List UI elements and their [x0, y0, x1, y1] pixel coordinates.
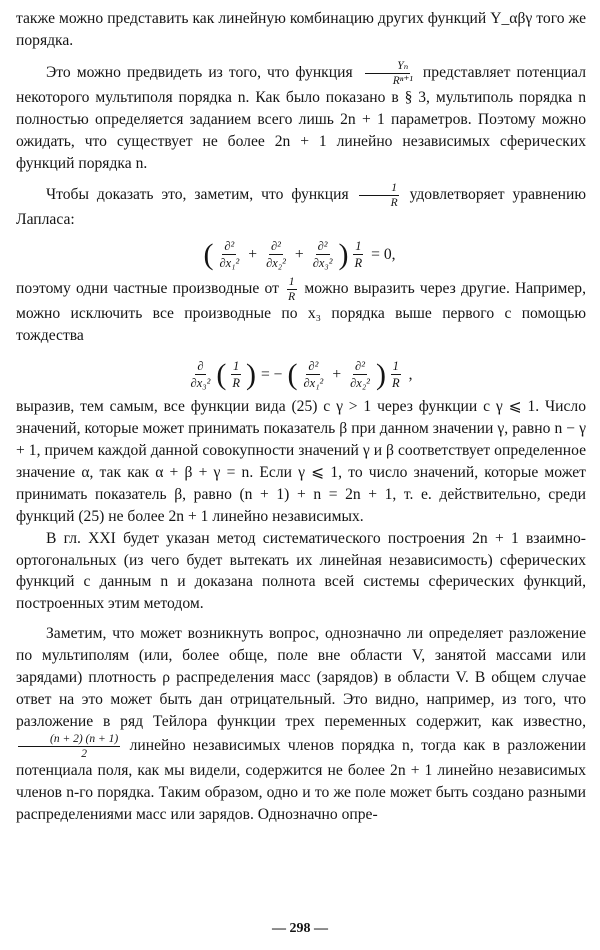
- fraction-denominator: ∂x₂²: [266, 256, 286, 271]
- fraction-one-over-r: [359, 182, 400, 209]
- d2-dx2-fraction: [348, 359, 372, 390]
- paragraph-7-start: Заметим, что может возникнуть вопрос, однозначно ли определяет разложение по мультиполям (или, более обще, поле вне области V, занятой массами или зарядами) плотность ρ распределения масс (зарядов) в области V. В общем случае ответ на это может быть дан отрицательный. Это видно, например, из того, что разложение в ряд Тейлора функции трех переменных содержит, как известно,: [16, 625, 586, 730]
- paragraph-4: [16, 276, 586, 347]
- plus-sign: +: [332, 366, 342, 384]
- fraction-numerator: ∂²: [317, 239, 328, 254]
- equation-rhs: = 0,: [371, 246, 396, 264]
- fraction-denominator: ∂x₁²: [219, 256, 240, 271]
- paragraph-6: В гл. XXI будет указан метод систематического построения 2n + 1 взаимно-ортогональных (из чего будет вытекать их линейная независимость) сферических функций с данным n и доказана полнота всей системы сферических функций, построенных этим методом.: [16, 529, 586, 613]
- d2-dx3-fraction: [311, 239, 335, 270]
- left-paren: (: [203, 237, 214, 271]
- paragraph-3: [16, 182, 586, 231]
- d2-dx1-fraction: [217, 239, 241, 270]
- d-dx3-fraction: [189, 359, 213, 390]
- paragraph-2-end: представляет потенциал некоторого мультиполя порядка n. Как было показано в § 3, мультиполь порядка n полностью определяется заданием всего лишь 2n + 1 параметров. Поэтому можно ожидать, что существует не более 2n + 1 линейно независимых сферических функций порядка n.: [16, 63, 587, 172]
- fraction-numerator: 1: [392, 359, 399, 374]
- fraction-denominator: ∂x₁²: [303, 376, 324, 391]
- left-paren: (: [216, 357, 227, 391]
- paragraph-7: [16, 623, 586, 825]
- fraction-denominator: 2: [81, 747, 87, 760]
- paragraph-3-end: удовлетворяет уравнению Лапласа:: [16, 186, 586, 229]
- laplace-equation: [16, 239, 586, 270]
- fraction-denominator: R: [390, 197, 398, 210]
- right-paren: ): [375, 357, 386, 391]
- paragraph-2-start: Это можно предвидеть из того, что функция: [46, 63, 353, 81]
- one-over-r-fraction: [390, 359, 402, 390]
- fraction-numerator: ∂: [197, 359, 204, 374]
- fraction-numerator: Yₙ: [365, 60, 410, 74]
- fraction-numerator: 1: [355, 239, 362, 254]
- d2-dx2-fraction: [264, 239, 288, 270]
- one-over-r-fraction: [353, 239, 365, 270]
- left-paren: (: [287, 357, 298, 391]
- paragraph-7-end: линейно независимых членов порядка n, тогда как в разложении потенциала поля, как мы видели, содержится не более 2n + 1 линейно независимых членов n-го порядка. Таким образом, одно и то же поле может быть создано разными распределениями масс или зарядов. Однозначно опре-: [16, 736, 586, 823]
- fraction-numerator: (n + 2) (n + 1): [18, 733, 120, 747]
- page-number: — 298 —: [272, 921, 328, 937]
- paragraph-2: [16, 60, 586, 175]
- plus-sign: +: [248, 246, 258, 264]
- fraction-denominator: R: [391, 376, 400, 391]
- fraction-numerator: ∂²: [271, 239, 281, 254]
- one-over-r-fraction: [230, 359, 242, 390]
- paragraph-4-end: можно выразить через другие. Например, можно исключить все производные по x₃ порядка выше первого с помощью тождества: [16, 280, 586, 345]
- plus-sign: +: [294, 246, 304, 264]
- fraction-denominator: R: [288, 291, 296, 304]
- fraction-denominator: R: [232, 376, 240, 391]
- fraction-numerator: ∂²: [355, 359, 365, 374]
- right-paren: ): [245, 357, 256, 391]
- fraction-one-over-r: [286, 276, 297, 303]
- fraction-denominator: Rⁿ⁺¹: [392, 74, 413, 87]
- fraction-denominator: ∂x₂²: [350, 376, 370, 391]
- paragraph-3-start: Чтобы доказать это, заметим, что функция: [46, 186, 349, 204]
- fraction-numerator: ∂²: [308, 359, 319, 374]
- fraction-numerator: 1: [233, 359, 240, 374]
- paragraph-4-start: поэтому одни частные производные от: [16, 280, 279, 298]
- right-paren: ): [338, 237, 349, 271]
- fraction-numerator: ∂²: [224, 239, 235, 254]
- equals-minus: = −: [260, 366, 283, 384]
- d2-dx1-fraction: [301, 359, 325, 390]
- fraction-yn-over-r: [361, 60, 415, 87]
- fraction-denominator: R: [354, 256, 363, 271]
- fraction-denominator: ∂x₃²: [190, 376, 211, 391]
- paragraph-5: выразив, тем самым, все функции вида (25) с γ > 1 через функции с γ ⩽ 1. Число значений, которые может принимать показатель β при данном значении γ, равно n − γ + 1, причем каждой данной совокупности значений γ и β соответствует определенное значение α, так как α + β + γ = n. Если γ ⩽ 1, то число значений, которые может принимать показатель β, равно (n + 1) + n = 2n + 1, т. е. действительно, среди функций (25) не более 2n + 1 линейно независимых.: [16, 398, 586, 525]
- equation-comma: ,: [408, 366, 413, 384]
- fraction-numerator: 1: [359, 182, 399, 196]
- paragraph-1: также можно представить как линейную комбинацию других функций Y_αβγ того же порядка.: [16, 10, 586, 49]
- derivative-identity: [16, 355, 586, 390]
- fraction-denominator: ∂x₃²: [312, 256, 333, 271]
- fraction-numerator: 1: [288, 276, 295, 289]
- fraction-taylor-count: [18, 733, 120, 760]
